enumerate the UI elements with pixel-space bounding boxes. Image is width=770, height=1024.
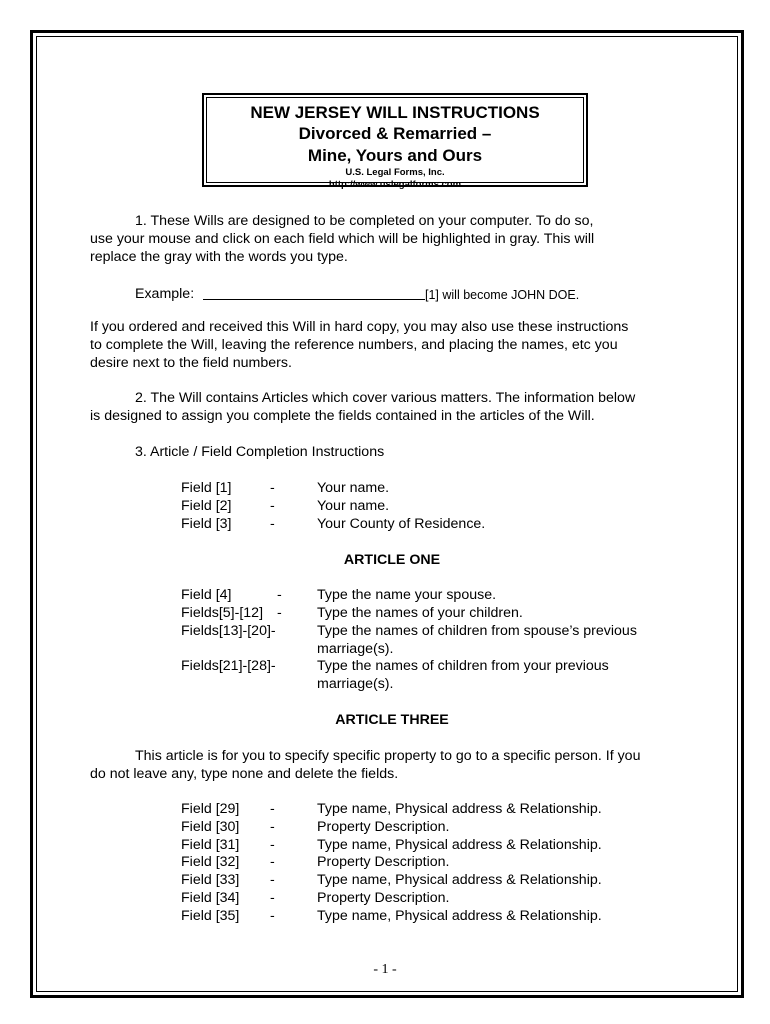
field-desc-continued: marriage(s).: [317, 641, 394, 657]
article-three-heading: ARTICLE THREE: [335, 712, 449, 728]
field-label: Fields[5]-[12]: [181, 605, 264, 621]
field-label: Field [1]: [181, 480, 232, 496]
p4-heading: 3. Article / Field Completion Instructions: [135, 444, 385, 460]
field-desc: Property Description.: [317, 890, 450, 906]
field-dash: -: [270, 819, 275, 835]
example-suffix: [1] will become JOHN DOE.: [425, 288, 580, 302]
field-desc-continued: marriage(s).: [317, 676, 394, 692]
field-dash: -: [270, 854, 275, 870]
field-label: Field [4]: [181, 587, 232, 603]
field-dash: -: [270, 908, 275, 924]
field-dash: -: [277, 605, 282, 621]
field-desc: Type name, Physical address & Relationship.: [317, 801, 602, 817]
example-label: Example:: [135, 286, 195, 302]
field-dash: -: [270, 837, 275, 853]
p1-line1: 1. These Wills are designed to be completed on your computer. To do so,: [135, 213, 594, 229]
article-three-intro-2: do not leave any, type none and delete the fields.: [90, 766, 399, 782]
title-box: [202, 93, 588, 190]
p2-line1: If you ordered and received this Will in hard copy, you may also use these instructions: [90, 319, 629, 335]
field-desc: Your County of Residence.: [317, 516, 486, 532]
field-dash: -: [270, 480, 275, 496]
example-blank-line: [203, 287, 425, 300]
field-label: Field [33]: [181, 872, 240, 888]
doc-title: NEW JERSEY WILL INSTRUCTIONS: [250, 103, 540, 122]
field-desc: Type the names of children from your previous: [317, 658, 609, 674]
article-one-heading: ARTICLE ONE: [343, 552, 441, 568]
p1-line2: use your mouse and click on each field which will be highlighted in gray. This will: [90, 231, 595, 247]
field-label: Fields[13]-[20]-: [181, 623, 276, 639]
field-desc: Type the name your spouse.: [317, 587, 497, 603]
field-dash: -: [270, 516, 275, 532]
field-label: Fields[21]-[28]-: [181, 658, 276, 674]
field-dash: -: [270, 890, 275, 906]
field-dash: -: [277, 587, 282, 603]
company-name: U.S. Legal Forms, Inc.: [345, 167, 445, 178]
field-dash: -: [270, 872, 275, 888]
field-desc: Type name, Physical address & Relationship.: [317, 872, 602, 888]
field-label: Field [2]: [181, 498, 232, 514]
company-url[interactable]: http://www.uslegalforms.com: [328, 179, 462, 190]
field-desc: Type the names of children from spouse’s previous: [317, 623, 637, 639]
field-desc: Property Description.: [317, 854, 450, 870]
p2-line3: desire next to the field numbers.: [90, 355, 292, 371]
doc-subtitle-2: Mine, Yours and Ours: [307, 146, 483, 165]
field-desc: Your name.: [317, 480, 390, 496]
p1-line3: replace the gray with the words you type.: [90, 249, 348, 265]
field-dash: -: [270, 498, 275, 514]
field-desc: Type the names of your children.: [317, 605, 523, 621]
field-label: Field [31]: [181, 837, 240, 853]
article-three-intro-1: This article is for you to specify specific property to go to a specific person. If you: [135, 748, 641, 764]
field-label: Field [32]: [181, 854, 240, 870]
doc-subtitle-1: Divorced & Remarried –: [298, 124, 492, 143]
field-label: Field [29]: [181, 801, 240, 817]
field-desc: Property Description.: [317, 819, 450, 835]
field-desc: Your name.: [317, 498, 390, 514]
field-label: Field [35]: [181, 908, 240, 924]
p3-line2: is designed to assign you complete the fields contained in the articles of the Will.: [90, 408, 595, 424]
field-desc: Type name, Physical address & Relationship.: [317, 837, 602, 853]
p3-line1: 2. The Will contains Articles which cover various matters. The information below: [135, 390, 636, 406]
field-label: Field [30]: [181, 819, 240, 835]
page-number: - 1 -: [373, 962, 397, 977]
field-label: Field [3]: [181, 516, 232, 532]
field-label: Field [34]: [181, 890, 240, 906]
p2-line2: to complete the Will, leaving the reference numbers, and placing the names, etc you: [90, 337, 618, 353]
field-desc: Type name, Physical address & Relationship.: [317, 908, 602, 924]
field-dash: -: [270, 801, 275, 817]
